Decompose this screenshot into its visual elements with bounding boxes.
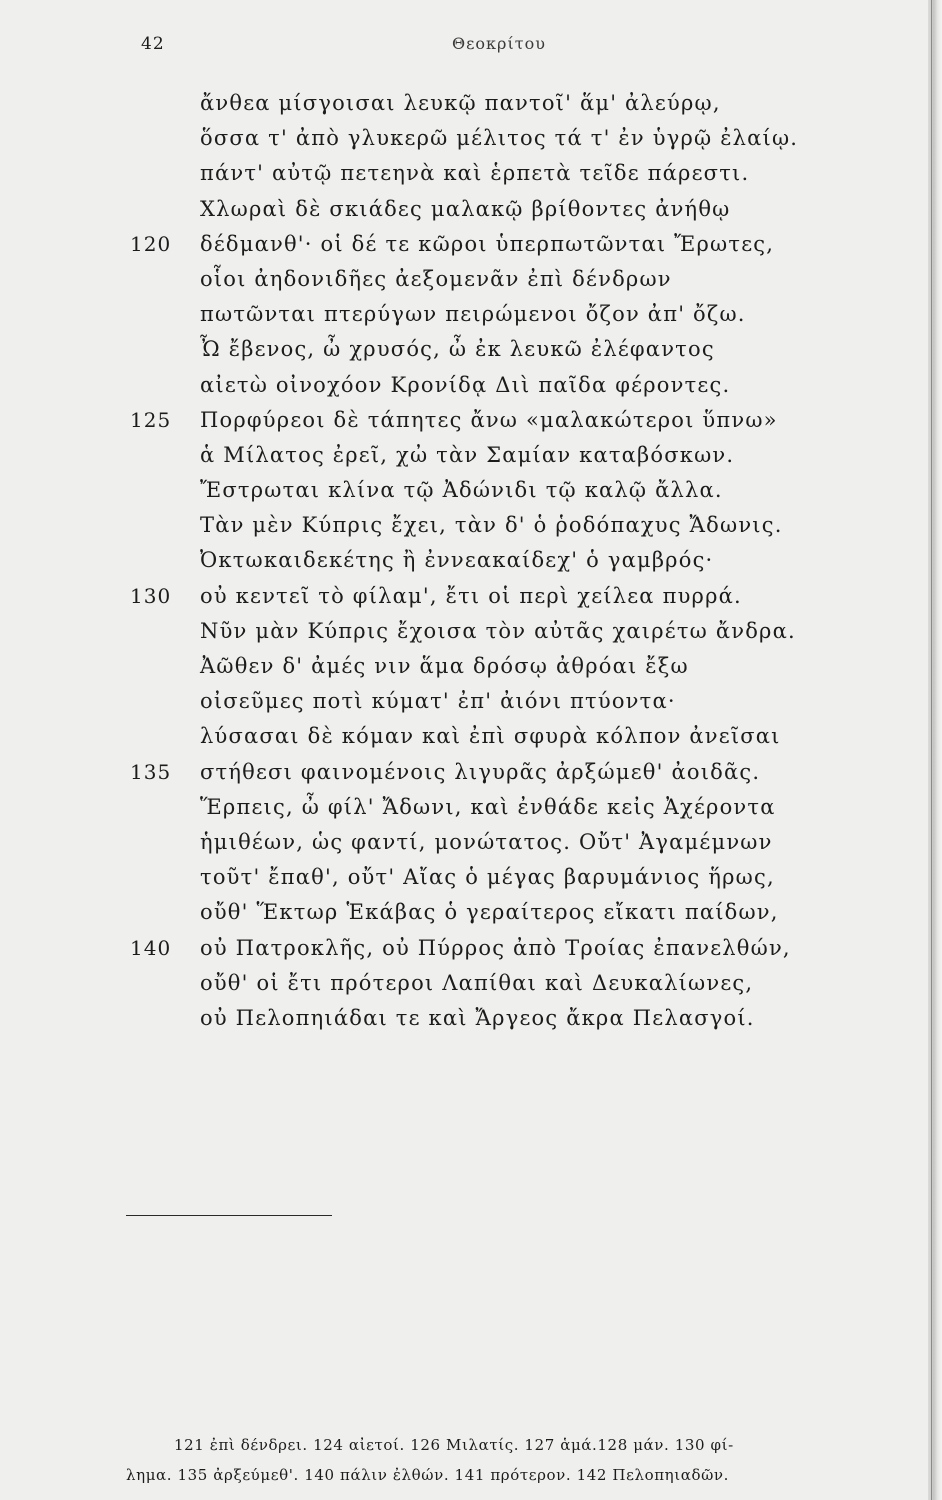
verse-text: Ὦ ἔβενος, ὦ χρυσός, ὦ ἐκ λευκῶ ἐλέφαντος xyxy=(200,337,715,362)
verse-text: Ἀῶθεν δ' ἀμές νιν ἅμα δρόσῳ ἀθρόαι ἔξω xyxy=(200,654,689,678)
verse-line xyxy=(0,649,942,684)
verse-line xyxy=(0,297,942,332)
verse-text: Πορφύρεοι δὲ τάπητες ἄνω «μαλακώτεροι ὕπνω» xyxy=(200,407,778,432)
verse-text: αἰετὼ οἰνοχόον Κρονίδᾳ Διὶ παῖδα φέροντες. xyxy=(200,372,731,397)
verse-text: οὔθ' Ἕκτωρ Ἑκάβας ὁ γεραίτερος εἴκατι παίδων, xyxy=(200,900,779,925)
verse-line xyxy=(0,825,942,860)
verse-line xyxy=(0,156,942,191)
footnote-rule xyxy=(126,1215,332,1216)
verse-line xyxy=(0,227,942,262)
verse-text: ἁ Μίλατος ἐρεῖ, χὠ τὰν Σαμίαν καταβόσκων. xyxy=(200,442,735,467)
verse-text: Χλωραὶ δὲ σκιάδες μαλακῷ βρίθοντες ἀνήθῳ xyxy=(200,196,731,221)
verse-text: οἷοι ἀηδονιδῆες ἀεξομενᾶν ἐπὶ δένδρων xyxy=(200,266,672,291)
critical-apparatus xyxy=(126,1430,916,1490)
verse-line xyxy=(0,192,942,227)
verse-text: ἄνθεα μίσγοισαι λευκῷ παντοῖ' ἅμ' ἀλεύρῳ, xyxy=(200,91,721,115)
verse-line xyxy=(0,403,942,438)
page-number: 42 xyxy=(141,34,165,54)
verse-text: τοῦτ' ἔπαθ', οὔτ' Αἴας ὁ μέγας βαρυμάνιος ἥρως, xyxy=(200,865,775,890)
line-number: 130 xyxy=(130,583,172,608)
verse-line xyxy=(0,579,942,614)
verse-line xyxy=(0,86,942,121)
line-number: 135 xyxy=(130,759,172,784)
verse-text: Ἕρπεις, ὦ φίλ' Ἄδωνι, καὶ ἐνθάδε κεἰς Ἀχέροντα xyxy=(200,794,776,819)
verse-text: στήθεσι φαινομένοις λιγυρᾶς ἀρξώμεθ' ἀοιδᾶς. xyxy=(200,759,761,784)
apparatus-line: 121 ἐπὶ δένδρει. 124 αἰετοί. 126 Μιλατίς. 127 ἁμά.128 μάν. 130 φί- xyxy=(174,1436,734,1454)
page-header xyxy=(0,34,942,58)
verse-line xyxy=(0,755,942,790)
verse-line xyxy=(0,790,942,825)
verse-line xyxy=(0,438,942,473)
verse-text: Ἔστρωται κλίνα τῷ Ἀδώνιδι τῷ καλῷ ἄλλα. xyxy=(200,478,723,503)
verse-text: οἰσεῦμες ποτὶ κύματ' ἐπ' ἀιόνι πτύοντα· xyxy=(200,689,676,714)
running-title: Θεοκρίτου xyxy=(452,34,546,53)
verse-line xyxy=(0,262,942,297)
verse-text: πάντ' αὐτῷ πετεηνὰ καὶ ἑρπετὰ τεῖδε πάρεστι. xyxy=(200,161,750,186)
verse-text: Τὰν μὲν Κύπρις ἔχει, τὰν δ' ὁ ῥοδόπαχυς Ἄδωνις. xyxy=(200,513,783,538)
verse-line xyxy=(0,895,942,930)
verse-line xyxy=(0,966,942,1001)
verse-text: ἡμιθέων, ὡς φαντί, μονώτατος. Οὔτ' Ἀγαμέμνων xyxy=(200,829,773,854)
verse-line xyxy=(0,332,942,367)
verse-line xyxy=(0,508,942,543)
verse-text: οὐ κεντεῖ τὸ φίλαμ', ἔτι οἱ περὶ χείλεα πυρρά. xyxy=(200,583,742,608)
verse-line xyxy=(0,368,942,403)
apparatus-line: λημα. 135 ἀρξεύμεθ'. 140 πάλιν ἐλθών. 141 πρότερον. 142 Πελοπηιαδῶν. xyxy=(126,1466,730,1484)
verse-text: ὅσσα τ' ἀπὸ γλυκερῶ μέλιτος τά τ' ἐν ὑγρῷ ἐλαίῳ. xyxy=(200,126,799,151)
verse-text: λύσασαι δὲ κόμαν καὶ ἐπὶ σφυρὰ κόλπον ἀνεῖσαι xyxy=(200,724,781,749)
verse-text: πωτῶνται πτερύγων πειρώμενοι ὄζον ἀπ' ὄζω. xyxy=(200,302,746,327)
verse-line xyxy=(0,931,942,966)
verse-line xyxy=(0,614,942,649)
verse-text: Νῦν μὰν Κύπρις ἔχοισα τὸν αὐτᾶς χαιρέτω ἄνδρα. xyxy=(200,618,796,643)
verse-line xyxy=(0,684,942,719)
verse-text: οὐ Πατροκλῆς, οὐ Πύρρος ἀπὸ Τροίας ἐπανελθών, xyxy=(200,935,791,960)
verse-text: οὔθ' οἱ ἔτι πρότεροι Λαπίθαι καὶ Δευκαλίωνες, xyxy=(200,970,754,995)
verse-text: δέδμανθ'· οἱ δέ τε κῶροι ὑπερπωτῶνται Ἔρωτες, xyxy=(200,231,775,256)
verse-line xyxy=(0,473,942,508)
verse-line xyxy=(0,121,942,156)
line-number: 140 xyxy=(130,935,172,960)
verse-line xyxy=(0,860,942,895)
line-number: 120 xyxy=(130,231,172,256)
poem-text-block xyxy=(0,86,942,1036)
line-number: 125 xyxy=(130,407,172,432)
verse-text: Ὀκτωκαιδεκέτης ἢ ἐννεακαίδεχ' ὁ γαμβρός· xyxy=(200,548,714,573)
verse-line xyxy=(0,543,942,578)
verse-text: οὐ Πελοπηιάδαι τε καὶ Ἄργεος ἄκρα Πελασγοί. xyxy=(200,1005,755,1030)
verse-line xyxy=(0,719,942,754)
verse-line xyxy=(0,1001,942,1036)
